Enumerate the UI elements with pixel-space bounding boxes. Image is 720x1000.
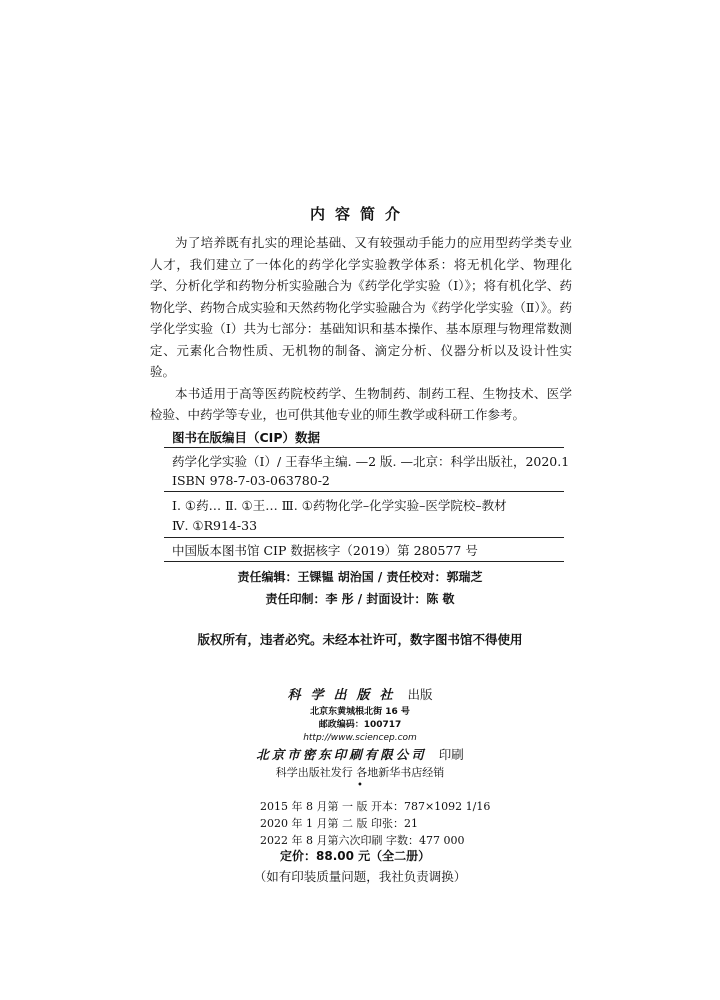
edition-first: 2015 年 8 月第 一 版 开本：787×1092 1/16 xyxy=(260,800,491,813)
price-label: 定价：88.00 元（全二册） xyxy=(280,849,431,863)
cip-line-title: 药学化学实验（Ⅰ）/ 王春华主编. —2 版. —北京：科学出版社，2020.1 xyxy=(172,454,570,469)
publisher-suffix: 出版 xyxy=(407,687,433,702)
cip-mid-rule xyxy=(164,491,564,492)
copyright-notice: 版权所有，违者必究。未经本社许可，数字图书馆不得使用 xyxy=(197,632,523,647)
publisher-logo: 科学出版社 xyxy=(287,688,403,703)
quality-note: （如有印装质量问题，我社负责调换） xyxy=(253,869,467,884)
distribution-line: 科学出版社发行 各地新华书店经销 xyxy=(275,766,445,779)
cip-line-classification: Ⅰ. ①药… Ⅱ. ①王… Ⅲ. ①药物化学–化学实验–医学院校–教材 xyxy=(172,498,507,513)
publisher-website: http://www.sciencep.com xyxy=(303,733,417,743)
edition-second: 2020 年 1 月第 二 版 印张：21 xyxy=(260,817,418,830)
credits-printing xyxy=(0,590,720,607)
printer-logo: 北京市密东印刷有限公司 xyxy=(256,747,427,762)
cip-lower-rule xyxy=(164,537,564,538)
credits-printing-text: 责任印制：李 彤 / 封面设计：陈 敬 xyxy=(265,592,455,606)
credits-editors xyxy=(0,568,720,585)
summary-paragraph-1: 为了培养既有扎实的理论基础、又有较强动手能力的应用型药学类专业人才，我们建立了一体化的药学化学实验教学体系：将无机化学、物理化学、分析化学和药物分析实验融合为《药学化学实验（Ⅰ）》；将有机化学、药物化学、药物合成实验和天然药物化学实验融合为《药学化学实验（Ⅱ）》。药学化学实验（Ⅰ）共为七部分：基础知识和基本操作、基本原理与物理常数测定、元素化合物性质、无机物的制备、滴定分析、仪器分析以及设计性实验。 xyxy=(150,235,572,379)
summary-body xyxy=(150,232,572,426)
credits-editors-text: 责任编辑：王锞韫 胡治国 / 责任校对：郭瑞芝 xyxy=(237,570,483,584)
separator-dot: • xyxy=(357,780,363,791)
summary-title: 内容简介 xyxy=(309,205,410,223)
cip-line-class-number: Ⅳ. ①R914-33 xyxy=(172,518,258,533)
publisher-postcode: 邮政编码：100717 xyxy=(318,720,402,730)
edition-sixth-printing: 2022 年 8 月第六次印刷 字数：477 000 xyxy=(260,834,465,847)
printer-line xyxy=(0,745,720,763)
cip-line-record-number: 中国版本图书馆 CIP 数据核字（2019）第 280577 号 xyxy=(172,543,478,558)
summary-paragraph-2: 本书适用于高等医药院校药学、生物制药、制药工程、生物技术、医学检验、中药学等专业，也可供其他专业的师生教学或科研工作参考。 xyxy=(150,385,572,422)
publisher-line xyxy=(0,684,720,703)
cip-bottom-rule xyxy=(164,561,564,562)
cip-line-isbn: ISBN 978-7-03-063780-2 xyxy=(172,473,330,488)
cip-heading: 图书在版编目（CIP）数据 xyxy=(172,430,320,445)
printer-suffix: 印刷 xyxy=(438,747,464,762)
cip-top-rule xyxy=(164,447,564,448)
publisher-address: 北京东黄城根北街 16 号 xyxy=(310,707,410,717)
